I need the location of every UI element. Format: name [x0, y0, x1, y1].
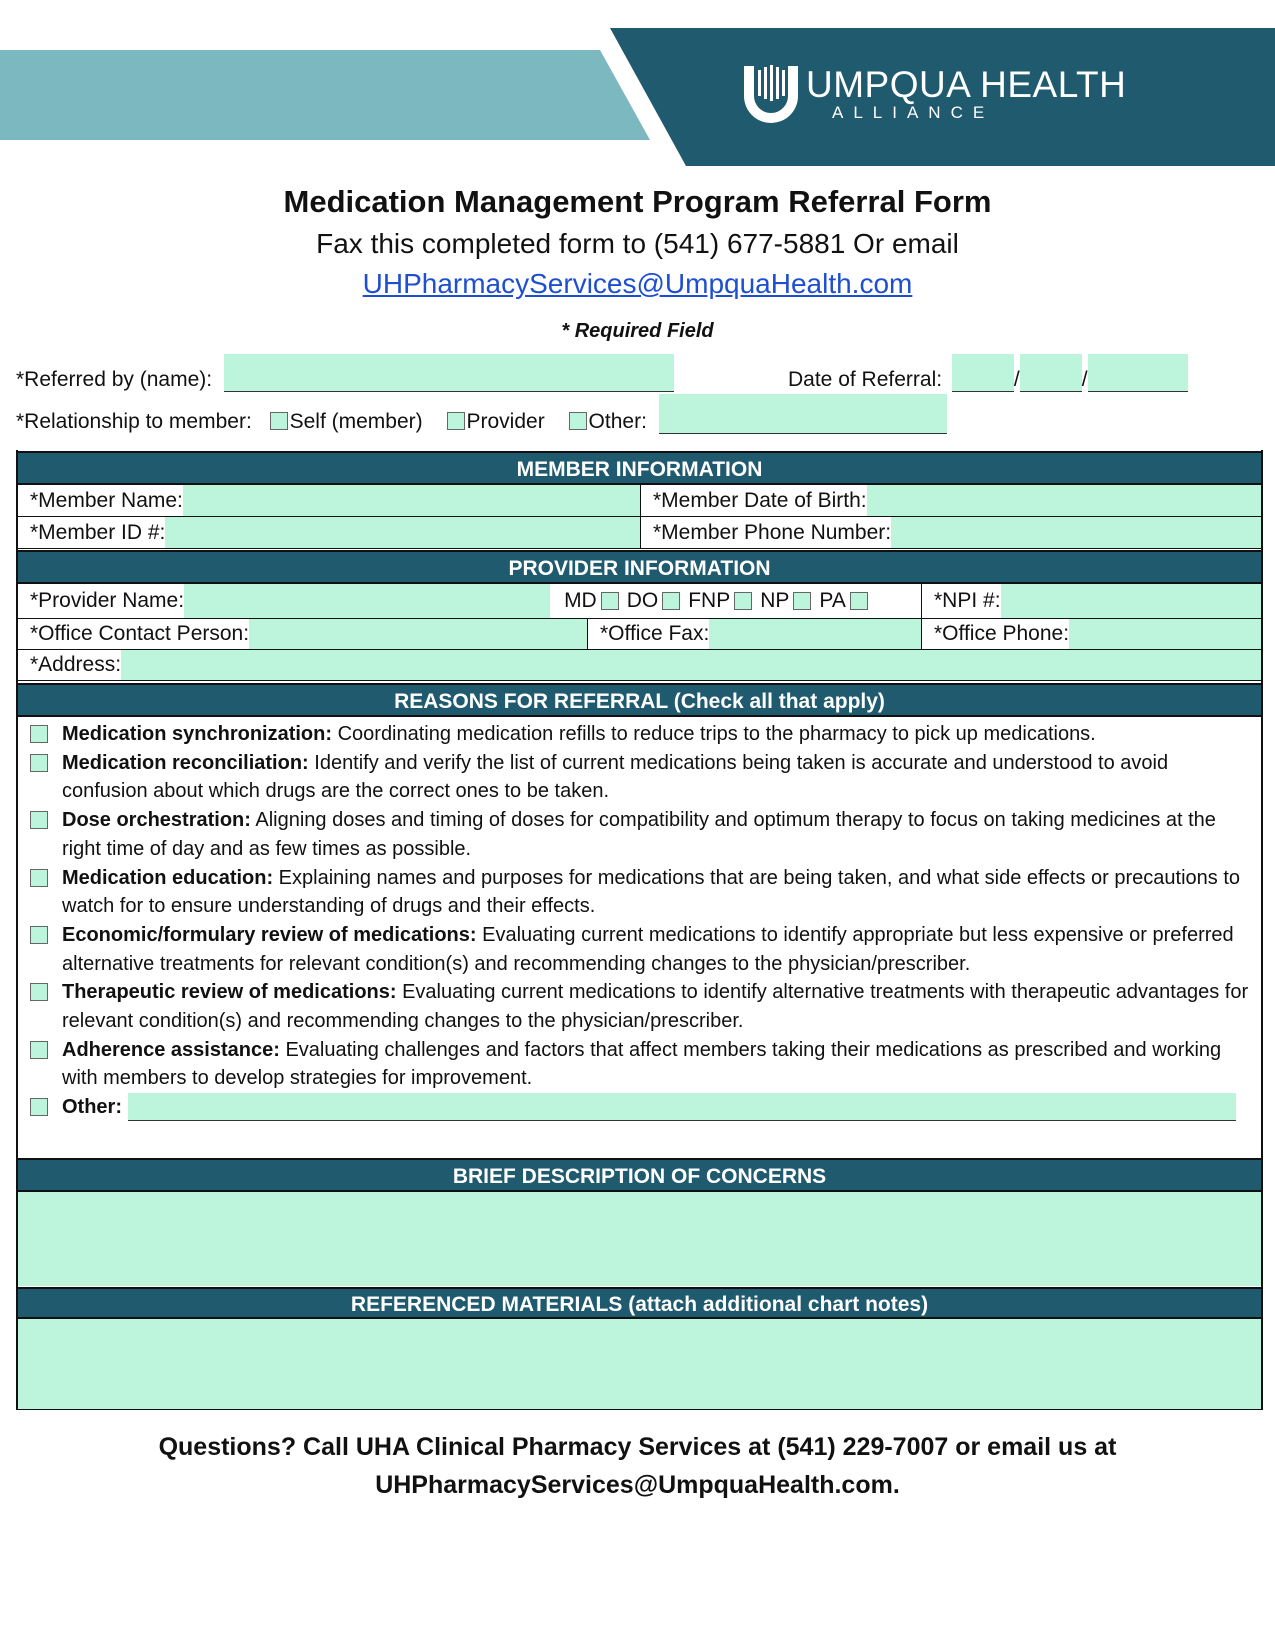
reason-title: Medication synchronization:: [62, 723, 333, 745]
provider-checkbox[interactable]: [447, 412, 465, 430]
credential-np-label: NP: [760, 589, 790, 612]
provider-option-label: Provider: [466, 410, 545, 433]
reason-title: Dose orchestration:: [62, 809, 251, 832]
reason-title: Adherence assistance:: [62, 1038, 280, 1061]
office-phone-cell: [922, 619, 1261, 649]
reason-checkbox[interactable]: [30, 811, 48, 829]
reasons-heading: REASONS FOR REFERRAL (Check all that apply): [16, 683, 1263, 717]
brand-tagline: ALLIANCE: [832, 103, 995, 122]
list-item: [30, 720, 1250, 749]
referred-by-input[interactable]: [224, 354, 674, 392]
list-item: [30, 1036, 1250, 1093]
member-name-input[interactable]: [183, 485, 640, 516]
office-contact-input[interactable]: [249, 619, 587, 649]
referred-by-row: [16, 354, 674, 392]
member-phone-label: *Member Phone Number:: [653, 520, 892, 544]
reason-checkbox[interactable]: [30, 926, 48, 944]
reason-title: Economic/formulary review of medications:: [62, 923, 477, 946]
concerns-heading: BRIEF DESCRIPTION OF CONCERNS: [16, 1158, 1263, 1192]
date-of-referral-row: Date of Referral: / /: [788, 354, 1188, 392]
self-option-label: Self (member): [289, 410, 423, 433]
materials-heading: REFERENCED MATERIALS (attach additional chart notes): [16, 1287, 1263, 1319]
reason-checkbox[interactable]: [30, 725, 48, 743]
npi-cell: [922, 584, 1261, 618]
reason-title: Medication education:: [62, 866, 274, 889]
reason-description: Aligning doses and timing of doses for compatibility and optimum therapy to focus on taking medicines at the right time of day and as few times as possible.: [62, 809, 1216, 860]
other-relationship-input[interactable]: [659, 394, 947, 434]
other-reason-input[interactable]: [128, 1093, 1236, 1121]
list-item: [30, 806, 1250, 863]
footer-line-1: Questions? Call UHA Clinical Pharmacy Services at (541) 229-7007 or email us at: [158, 1433, 1117, 1461]
reason-checkbox[interactable]: [30, 1041, 48, 1059]
form-title: Medication Management Program Referral Form: [283, 184, 992, 219]
office-phone-input[interactable]: [1069, 619, 1261, 649]
materials-textarea[interactable]: [18, 1319, 1261, 1409]
provider-info-heading: PROVIDER INFORMATION: [16, 550, 1263, 584]
reason-title: Therapeutic review of medications:: [62, 981, 397, 1004]
credential-do-label: DO: [626, 589, 659, 612]
credential-fnp-label: FNP: [688, 589, 731, 612]
office-contact-label: *Office Contact Person:: [30, 622, 250, 645]
required-field-note: * Required Field: [561, 320, 714, 342]
credential-fnp-checkbox[interactable]: [734, 592, 752, 610]
credential-md-label: MD: [564, 589, 597, 612]
credential-md-checkbox[interactable]: [601, 592, 619, 610]
referral-day-input[interactable]: [1020, 354, 1082, 392]
member-row-2: [16, 517, 1263, 549]
reason-description: Evaluating challenges and factors that affect members taking their medications as prescribed and working with members to develop strategies for improvement.: [62, 1038, 1222, 1090]
header-banner-light: [0, 50, 650, 140]
member-info-heading: MEMBER INFORMATION: [16, 451, 1263, 485]
member-dob-cell: [641, 485, 1261, 516]
referral-year-input[interactable]: [1088, 354, 1188, 392]
credential-pa-checkbox[interactable]: [850, 592, 868, 610]
npi-input[interactable]: [1001, 584, 1261, 618]
list-item: [30, 864, 1250, 921]
date-of-referral-label: Date of Referral:: [788, 368, 943, 391]
office-fax-cell: [588, 619, 922, 649]
reason-title: Medication reconciliation:: [62, 751, 309, 774]
list-item: [30, 921, 1250, 978]
address-cell: [18, 650, 1261, 680]
reason-checkbox[interactable]: [30, 983, 48, 1001]
member-id-cell: [18, 517, 641, 548]
member-id-input[interactable]: [165, 517, 640, 548]
other-reason-label: Other:: [62, 1096, 122, 1119]
office-fax-label: *Office Fax:: [600, 622, 710, 645]
reason-checkbox[interactable]: [30, 754, 48, 772]
relationship-row: [16, 394, 947, 434]
member-id-label: *Member ID #:: [30, 520, 166, 544]
member-phone-cell: [641, 517, 1261, 548]
credential-do-checkbox[interactable]: [662, 592, 680, 610]
relationship-label: *Relationship to member:: [16, 410, 252, 433]
other-checkbox[interactable]: [569, 412, 587, 430]
brand-logo: [740, 62, 1126, 126]
reason-description: Evaluating current medications to identify alternative treatments with therapeutic advantages for relevant condition(s) and recommending changes to the physician/prescriber.: [62, 981, 1249, 1033]
reason-description: Evaluating current medications to identify appropriate but less expensive or preferred alternative treatments for relevant condition(s) and recommending changes to the physician/prescriber.: [62, 923, 1234, 975]
referral-month-input[interactable]: [952, 354, 1014, 392]
other-reason-checkbox[interactable]: [30, 1098, 48, 1116]
provider-row-3: [16, 650, 1263, 681]
email-link[interactable]: UHPharmacyServices@UmpquaHealth.com: [362, 268, 913, 299]
list-item: [30, 978, 1250, 1035]
provider-name-cell: [18, 584, 922, 618]
credential-pa-label: PA: [819, 589, 846, 612]
provider-row-2: [16, 619, 1263, 650]
provider-name-label: *Provider Name:: [30, 589, 185, 612]
reasons-list: [30, 720, 1250, 1122]
member-name-label: *Member Name:: [30, 488, 183, 512]
umpqua-logo-icon: [740, 62, 802, 126]
office-phone-label: *Office Phone:: [934, 622, 1070, 645]
address-label: *Address:: [30, 653, 122, 676]
brand-name: UMPQUA HEALTH: [806, 64, 1127, 105]
provider-row-1: [16, 584, 1263, 619]
address-input[interactable]: [121, 650, 1261, 680]
other-option-label: Other:: [588, 410, 647, 433]
reason-description: Coordinating medication refills to reduce trips to the pharmacy to pick up medications.: [332, 723, 1096, 745]
member-row-1: [16, 485, 1263, 517]
footer-line-2: UHPharmacyServices@UmpquaHealth.com.: [375, 1471, 900, 1499]
provider-name-input[interactable]: [184, 584, 550, 618]
member-dob-input[interactable]: [867, 485, 1261, 516]
reason-description: Identify and verify the list of current medications being taken is accurate and understood to avoid confusion about which drugs are the correct ones to be taken.: [62, 751, 1169, 803]
reason-description: Explaining names and purposes for medications that are being taken, and what side effects or precautions to watch for to ensure understanding of drugs and their effects.: [62, 866, 1241, 918]
reason-checkbox[interactable]: [30, 869, 48, 887]
member-phone-input[interactable]: [891, 517, 1261, 548]
footer-contact: [0, 1428, 1275, 1504]
npi-label: *NPI #:: [934, 589, 1001, 612]
form-subtitle: Fax this completed form to (541) 677-5881 Or email: [316, 228, 959, 259]
office-contact-cell: [18, 619, 588, 649]
list-item-other: [30, 1093, 1250, 1122]
credential-np-checkbox[interactable]: [793, 592, 811, 610]
member-dob-label: *Member Date of Birth:: [653, 488, 867, 512]
office-fax-input[interactable]: [709, 619, 921, 649]
member-name-cell: [18, 485, 641, 516]
list-item: [30, 749, 1250, 806]
concerns-textarea[interactable]: [18, 1192, 1261, 1286]
referred-by-label: *Referred by (name):: [16, 368, 213, 391]
self-checkbox[interactable]: [270, 412, 288, 430]
